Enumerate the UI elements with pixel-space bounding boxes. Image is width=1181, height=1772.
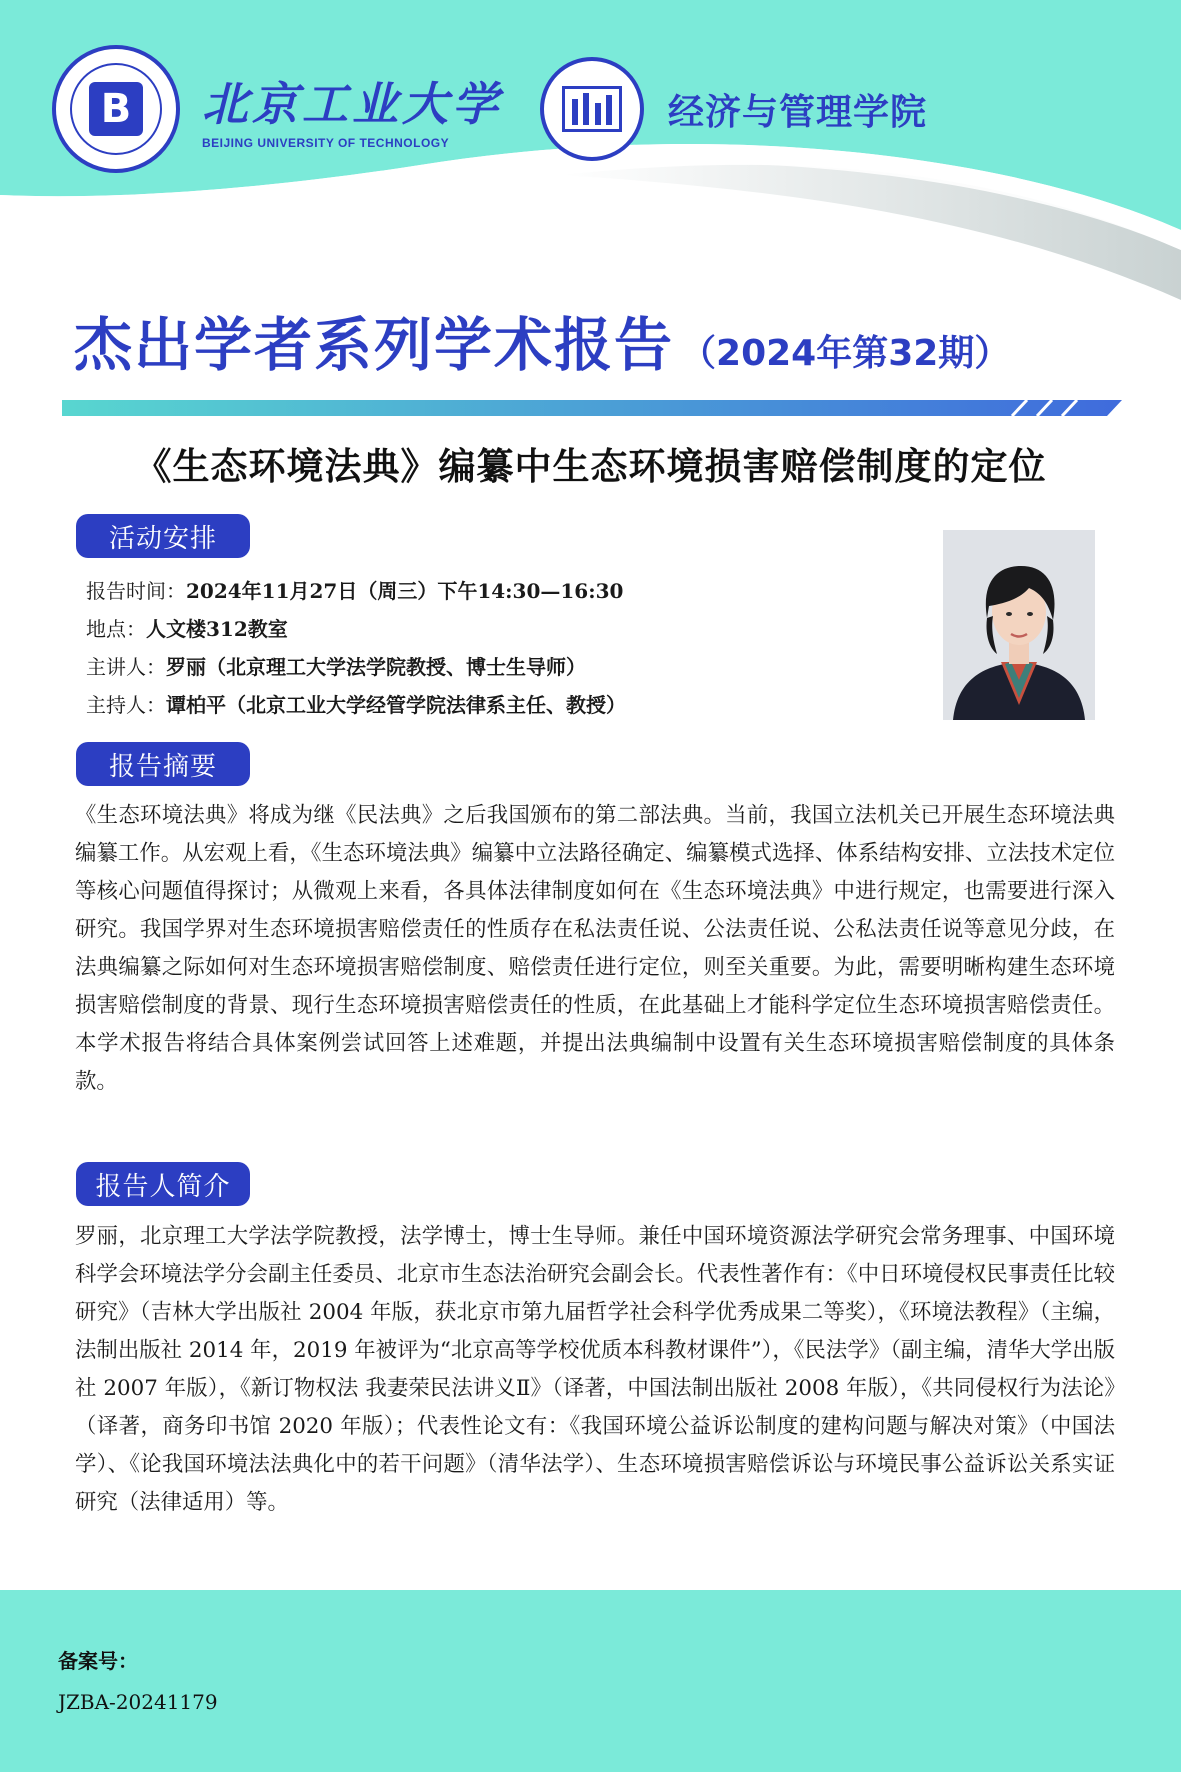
page-title-issue: （2024年第32期） [680, 333, 1011, 374]
university-name [202, 68, 502, 150]
page-title [74, 298, 1134, 382]
host-value: 谭柏平（北京工业大学经管学院法律系主任、教授） [166, 693, 626, 717]
section-label-abstract: 报告摘要 [76, 742, 250, 786]
page-title-main: 杰出学者系列学术报告 [74, 311, 675, 379]
university-name-cn: 北京工业大学 [202, 77, 502, 131]
university-seal-icon: B [52, 45, 180, 173]
school-seal-icon [540, 57, 644, 161]
time-label: 报告时间： [86, 579, 186, 603]
schedule-speaker [86, 648, 906, 686]
abstract-text: 《生态环境法典》将成为继《民法典》之后我国颁布的第二部法典。当前，我国立法机关已开展生态环境法典编纂工作。从宏观上看，《生态环境法典》编纂中立法路径确定、编纂模式选择、体系结构安排、立法技术定位等核心问题值得探讨；从微观上来看，各具体法律制度如何在《生态环境法典》中进行规定，也需要进行深入研究。我国学界对生态环境损害赔偿责任的性质存在私法责任说、公法责任说、公私法责任说等意见分歧，在法典编纂之际如何对生态环境损害赔偿制度、赔偿责任进行定位，则至关重要。为此，需要明晰构建生态环境损害赔偿制度的背景、现行生态环境损害赔偿责任的性质，在此基础上才能科学定位生态环境损害赔偿责任。本学术报告将结合具体案例尝试回答上述难题，并提出法典编制中设置有关生态环境损害赔偿制度的具体条款。 [75, 803, 1115, 1094]
speaker-label: 主讲人： [86, 655, 166, 679]
record-label: 备案号： [58, 1649, 138, 1673]
title-divider [62, 400, 1122, 416]
speaker-photo [943, 530, 1095, 720]
footer-band [0, 1590, 1181, 1772]
section-label-schedule: 活动安排 [76, 514, 250, 558]
header-logos [52, 44, 927, 174]
schedule-place [86, 610, 906, 648]
school-name: 经济与管理学院 [668, 91, 928, 133]
university-name-en: BEIJING UNIVERSITY OF TECHNOLOGY [202, 136, 450, 150]
speaker-value: 罗丽（北京理工大学法学院教授、博士生导师） [166, 655, 586, 679]
section-label-speaker-bio: 报告人简介 [76, 1162, 250, 1206]
record-number: JZBA-20241179 [58, 1690, 218, 1714]
schedule-host [86, 686, 906, 724]
host-label: 主持人： [86, 693, 166, 717]
place-label: 地点： [86, 617, 146, 641]
speaker-bio-text: 罗丽，北京理工大学法学院教授，法学博士，博士生导师。兼任中国环境资源法学研究会常务理事、中国环境科学会环境法学分会副主任委员、北京市生态法治研究会副会长。代表性著作有：《中日环境侵权民事责任比较研究》（吉林大学出版社 2004 年版，获北京市第九届哲学社会科学优秀成果二等奖），《环境法教程》（主编，法制出版社 2014 年，2019 年被评为“北京高等学校优质本科教材课件”），《民法学》（副主编，清华大学出版社 2007 年版），《新订物权法 我妻荣民法讲义Ⅱ》（译著，中国法制出版社 2008 年版），《共同侵权行为法论》（译著，商务印书馆 2020 年版）；代表性论文有：《我国环境公益诉讼制度的建构问题与解决对策》（中国法学）、《论我国环境法法典化中的若干问题》（清华法学）、生态环境损害赔偿诉讼与环境民事公益诉讼关系实证研究（法律适用）等。 [75, 1224, 1115, 1515]
schedule-info [86, 572, 906, 724]
report-subtitle: 《生态环境法典》编纂中生态环境损害赔偿制度的定位 [134, 445, 1047, 488]
place-value: 人文楼312教室 [146, 617, 288, 641]
time-value: 2024年11月27日（周三）下午14:30—16:30 [186, 579, 624, 603]
schedule-time [86, 572, 906, 610]
